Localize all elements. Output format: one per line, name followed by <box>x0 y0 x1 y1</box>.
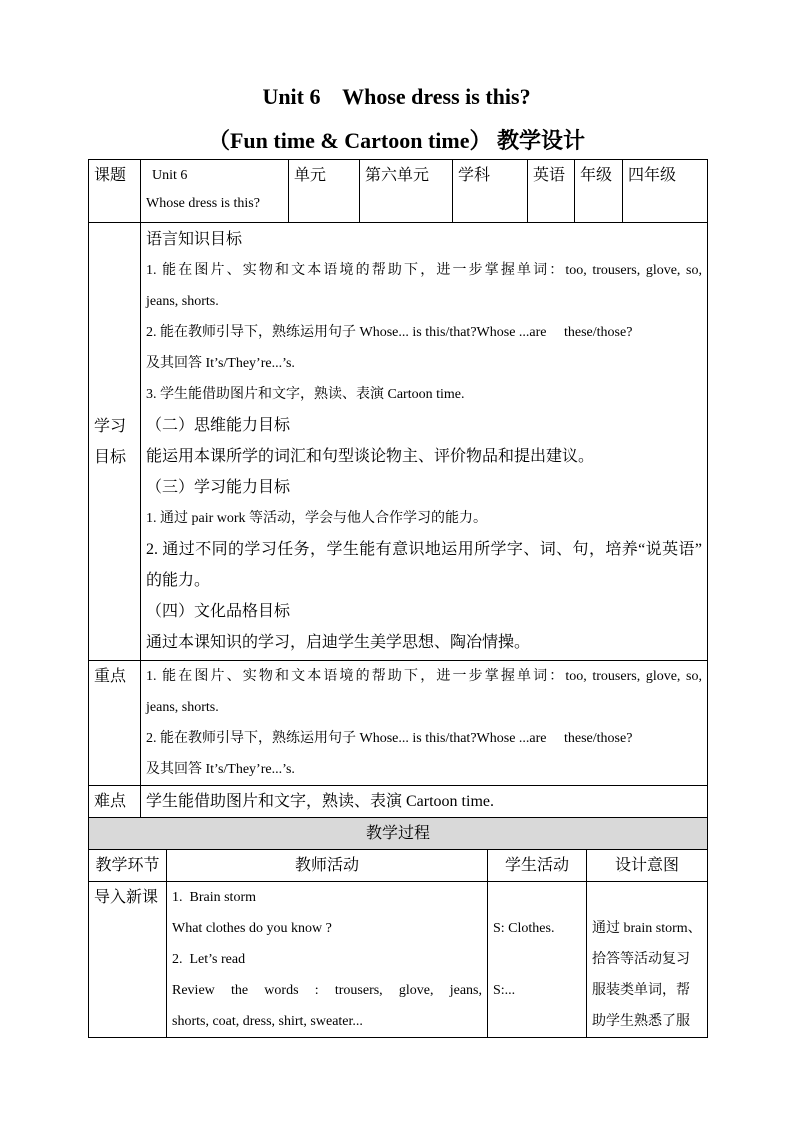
objective-line: （二）思维能力目标 <box>146 417 291 434</box>
design-intent-line <box>592 882 702 913</box>
unit-label: 单元 <box>289 160 360 223</box>
design-intent-cell <box>587 882 708 1038</box>
key-point-line: 1. 能在图片、实物和文本语境的帮助下，进一步掌握单词：too, trousers, glove, so, <box>146 669 702 684</box>
objectives-label-line: 学习 <box>94 417 127 435</box>
difficulty-content: 学生能借助图片和文字，熟读、表演 Cartoon time. <box>141 786 708 818</box>
student-activity-line <box>493 882 581 913</box>
key-point-line: jeans, shorts. <box>146 700 219 715</box>
key-points-label: 重点 <box>89 661 141 786</box>
stage-cell: 导入新课 <box>89 882 167 1038</box>
topic-line: Unit 6 <box>152 168 188 183</box>
student-activity-cell <box>488 882 587 1038</box>
topic-label: 课题 <box>89 160 141 223</box>
column-header: 设计意图 <box>587 850 708 882</box>
objective-line: （三）学习能力目标 <box>146 479 291 496</box>
key-points-content <box>141 661 708 786</box>
design-intent-line: 拾答等活动复习 <box>592 952 690 967</box>
teacher-activity-line: Review the words : trousers, glove, jeans, <box>172 983 482 998</box>
objectives-label <box>89 223 141 661</box>
teacher-activity-line: 2. Let’s read <box>172 952 246 967</box>
design-intent-line: 助学生熟悉了服 <box>592 1014 690 1029</box>
column-header: 教学环节 <box>89 850 167 882</box>
topic-line: Whose dress is this? <box>146 196 260 211</box>
column-header: 教师活动 <box>167 850 488 882</box>
design-intent-line: 服装类单词，帮 <box>592 983 690 998</box>
objective-line: 1. 能在图片、实物和文本语境的帮助下，进一步掌握单词：too, trousers, glove, so, <box>146 263 702 278</box>
teacher-activity-cell <box>167 882 488 1038</box>
objective-line: 通过本课知识的学习，启迪学生美学思想、陶冶情操。 <box>146 634 531 651</box>
teacher-activity-line: 1. Brain storm <box>172 890 256 905</box>
key-point-line: 及其回答 It’s/They’re...’s. <box>146 762 295 777</box>
objective-line: 2. 通过不同的学习任务，学生能有意识地运用所学字、词、句，培养“说英语” <box>146 541 702 558</box>
grade-value: 四年级 <box>623 160 708 223</box>
objective-line: 能运用本课所学的词汇和句型谈论物主、评价物品和提出建议。 <box>146 448 595 465</box>
objective-line: 2. 能在教师引导下，熟练运用句子 Whose... is this/that?Whose ...are these/those? <box>146 325 633 340</box>
unit-value: 第六单元 <box>360 160 453 223</box>
process-header: 教学过程 <box>89 818 708 850</box>
document-subtitle: （Fun time & Cartoon time） 教学设计 <box>207 128 585 153</box>
objective-line: （四）文化品格目标 <box>146 603 291 620</box>
objective-line: 3. 学生能借助图片和文字，熟读、表演 Cartoon time. <box>146 387 465 402</box>
objective-line: 的能力。 <box>146 572 211 589</box>
subject-label: 学科 <box>453 160 528 223</box>
objective-line: jeans, shorts. <box>146 294 219 309</box>
key-point-line: 2. 能在教师引导下，熟练运用句子 Whose... is this/that?Whose ...are these/those? <box>146 731 633 746</box>
subject-value: 英语 <box>528 160 575 223</box>
teacher-activity-line: shorts, coat, dress, shirt, sweater... <box>172 1014 363 1029</box>
objective-line: 1. 通过 pair work 等活动，学会与他人合作学习的能力。 <box>146 511 488 526</box>
student-activity-line: S:... <box>493 983 516 998</box>
student-activity-line <box>493 944 581 975</box>
grade-label: 年级 <box>575 160 623 223</box>
lesson-info-table <box>88 159 708 818</box>
difficulty-label: 难点 <box>89 786 141 818</box>
objectives-content <box>141 223 708 661</box>
topic-value <box>141 160 289 223</box>
student-activity-line: S: Clothes. <box>493 921 555 936</box>
column-header: 学生活动 <box>488 850 587 882</box>
objective-line: 及其回答 It’s/They’re...’s. <box>146 356 295 371</box>
teacher-activity-line: What clothes do you know ? <box>172 921 332 936</box>
design-intent-line: 通过 brain storm、 <box>592 921 702 936</box>
objectives-label-line: 目标 <box>94 448 127 466</box>
teaching-process-table <box>88 817 708 1038</box>
document-title: Unit 6 Whose dress is this? <box>262 84 531 109</box>
objective-line: 语言知识目标 <box>146 231 243 248</box>
